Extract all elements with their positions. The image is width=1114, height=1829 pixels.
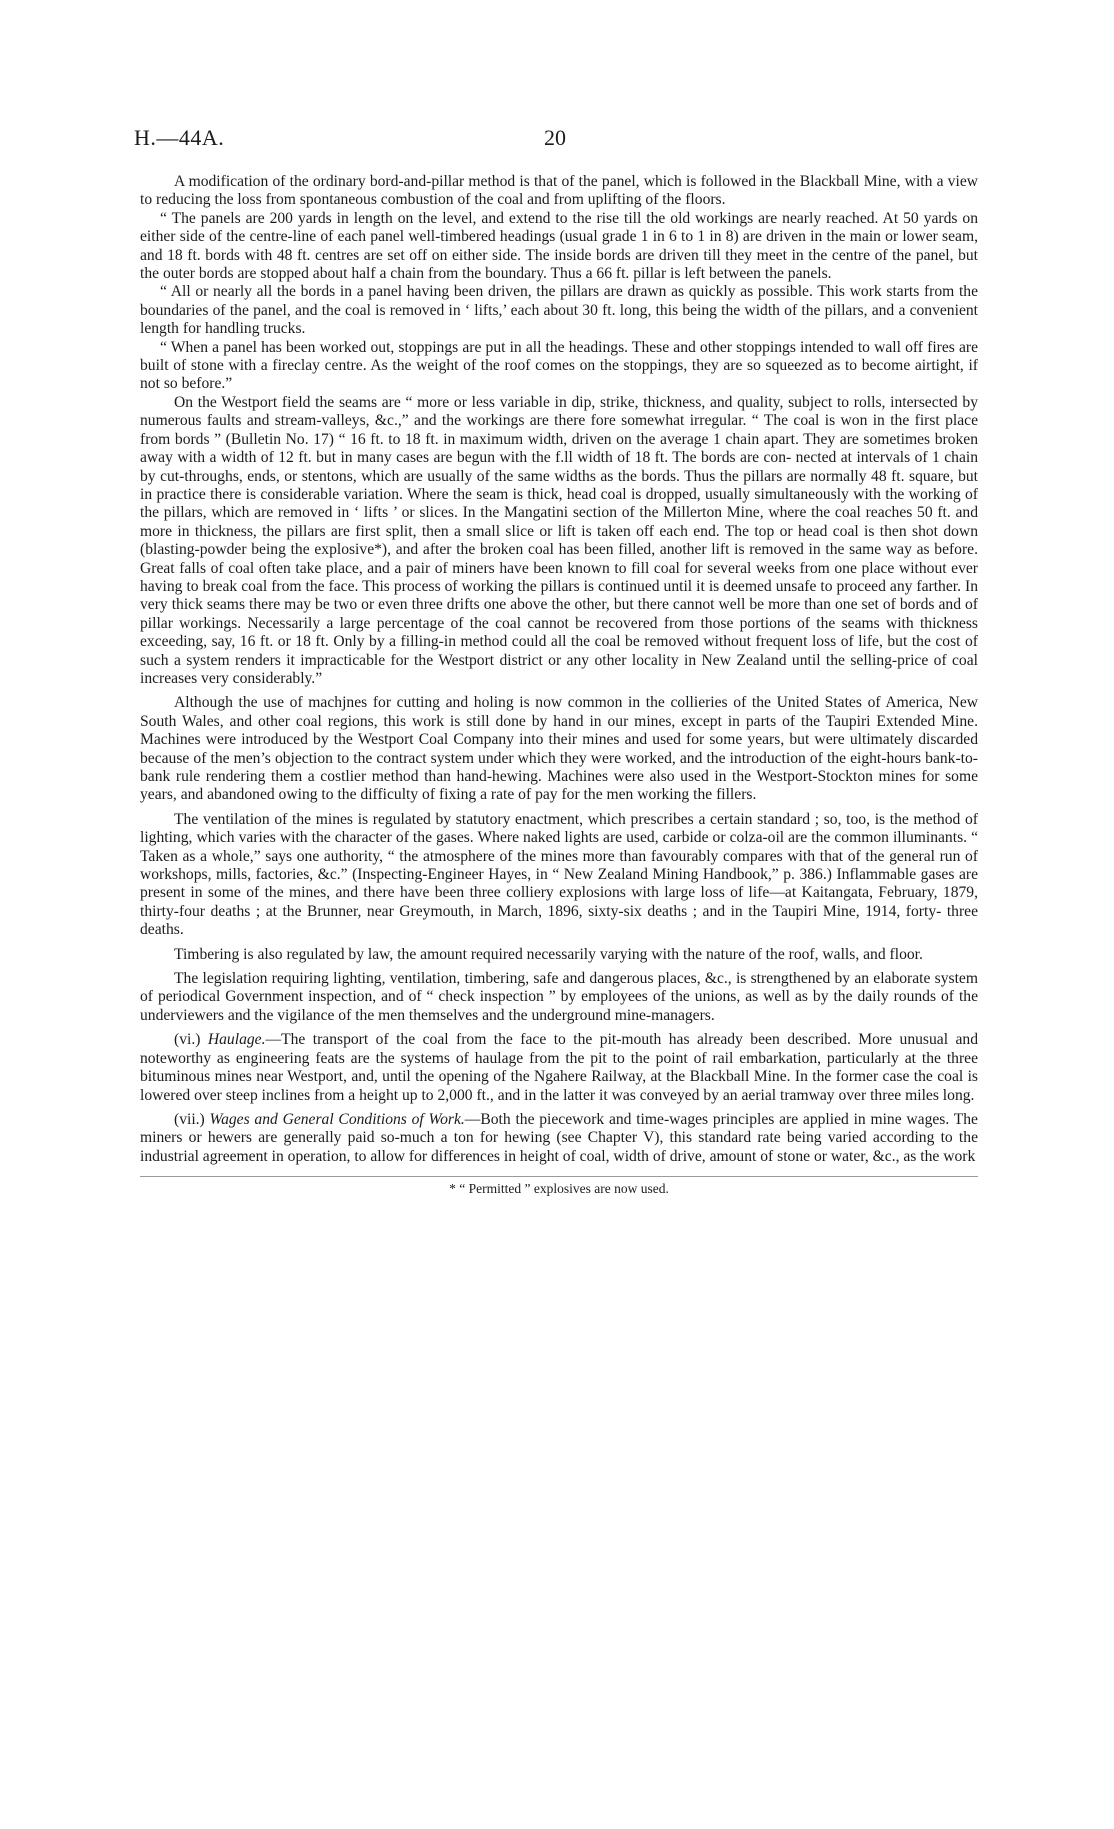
paragraph-panels-quote: “ The panels are 200 yards in length on the level, and extend to the rise till the old workings are nearly reached. At 50 yards on either side of the centre-line of each panel well-timbered headings (usual grade 1 in 6 to 1 in 8) are driven in the main or lower seam, and 18 ft. bords with 48 ft. centres are set off on either side. The inside bords are driven till they meet in the centre of the panel, but the outer bords are stopped about half a chain from the boundary. Thus a 66 ft. pillar is left between the panels.: [140, 209, 978, 283]
document-page: [134, 125, 978, 1197]
document-reference: H.—44A.: [134, 125, 225, 150]
paragraph-westport-field: On the Westport field the seams are “ more or less variable in dip, strike, thickness, and quality, subject to rolls, intersected by numerous faults and stream-valleys, &c.,” and the workings are there fore somewhat irregular. “ The coal is won in the first place from bords ” (Bulletin No. 17) “ 16 ft. to 18 ft. in maximum width, driven on the average 1 chain apart. They are sometimes broken away with a width of 12 ft. but in many cases are begun with the f.ll width of 18 ft. The bords are con- nected at intervals of 1 chain by cut-throughs, ends, or stentons, which are usually of the same widths as the bords. Thus the pillars are normally 48 ft. square, but in practice there is considerable variation. Where the seam is thick, head coal is dropped, usually simultaneously with the working of the pillars, which are removed in ‘ lifts ’ or slices. In the Mangatini section of the Millerton Mine, where the coal reaches 50 ft. and more in thickness, the pillars are first split, then a small slice or lift is taken off each end. The top or head coal is then shot down (blasting-powder being the explosive*), and after the broken coal has been filled, another lift is removed in the same way as before. Great falls of coal often take place, and a pair of miners have been known to fill coal for several weeks from one place without ever having to break coal from the face. This process of working the pillars is continued until it is deemed unsafe to proceed any farther. In very thick seams there may be two or even three drifts one above the other, but there cannot well be more than one set of bords and of pillar workings. Necessarily a large percentage of the coal cannot be recovered from those portions of the seams with thickness exceeding, say, 16 ft. or 18 ft. Only by a filling-in method could all the coal be removed without frequent loss of life, but the cost of such a system renders it impracticable for the Westport district or any other locality in New Zealand until the selling-price of coal increases very considerably.”: [140, 393, 978, 687]
haulage-text: —The transport of the coal from the face to the pit-mouth has already been described. More unusual and noteworthy as engineering feats are the systems of haulage from the pit to the point of rail embarkation, particularly at the three bituminous mines near Westport, and, until the opening of the Ngahere Railway, at the Blackball Mine. In the former case the coal is lowered over steep inclines from a height up to 2,000 ft., and in the latter it was conveyed by an aerial tramway over three miles long.: [140, 1031, 978, 1104]
paragraph-stoppings-quote: “ When a panel has been worked out, stoppings are put in all the headings. These and other stoppings intended to wall off fires are built of stone with a fireclay centre. As the weight of the roof comes on the stoppings, they are so squeezed as to become airtight, if not so before.”: [140, 338, 978, 393]
haulage-prefix: (vi.): [174, 1031, 208, 1049]
paragraph-pillars-quote: “ All or nearly all the bords in a panel having been driven, the pillars are drawn as quickly as possible. This work starts from the boundaries of the panel, and the coal is removed in ‘ lifts,’ each about 30 ft. long, this being the width of the pillars, and a convenient length for handling trucks.: [140, 283, 978, 338]
paragraph-machines: Although the use of machjnes for cutting and holing is now common in the collieries of the United States of America, New South Wales, and other coal regions, this work is still done by hand in our mines, except in parts of the Taupiri Extended Mine. Machines were introduced by the Westport Coal Company into their mines and used for some years, but were ultimately discarded because of the men’s objection to the contract system under which they were worked, and the introduction of the eight-hours bank-to-bank rule rendering them a costlier method than hand-hewing. Machines were also used in the Westport-Stockton mines for some years, and abandoned owing to the difficulty of fixing a rate of pay for the men working the fillers.: [140, 694, 978, 804]
paragraph-wages: [140, 1111, 978, 1166]
wages-heading: Wages and General Conditions of Work.: [209, 1110, 465, 1128]
paragraph-timbering: Timbering is also regulated by law, the amount required necessarily varying with the nature of the roof, walls, and floor.: [174, 945, 923, 963]
paragraph-legislation: The legislation requiring lighting, ventilation, timbering, safe and dangerous places, &c., is strengthened by an elaborate system of periodical Government inspection, and of “ check inspection ” by employees of the unions, as well as by the daily rounds of the underviewers and the vigilance of the men themselves and the underground mine-managers.: [140, 970, 978, 1024]
wages-text: —Both the piecework and time-wages principles are applied in mine wages. The miners or hewers are generally paid so-much a ton for hewing (see Chapter V), this standard rate being varied according to the industrial agreement in operation, to allow for differences in height of coal, width of drive, amount of stone or water, &c., as the work: [140, 1110, 978, 1165]
wages-prefix: (vii.): [174, 1110, 210, 1128]
haulage-heading: Haulage.: [207, 1031, 266, 1049]
page-header: [134, 125, 978, 159]
footnote-divider: [140, 1176, 978, 1177]
paragraph-haulage: [140, 1031, 978, 1105]
paragraph-panel-method: A modification of the ordinary bord-and-pillar method is that of the panel, which is followed in the Blackball Mine, with a view to reducing the loss from spontaneous combustion of the coal and from uplifting of the floors.: [140, 173, 978, 209]
footnote: * “ Permitted ” explosives are now used.: [449, 1181, 669, 1197]
paragraph-ventilation: The ventilation of the mines is regulated by statutory enactment, which prescribes a certain standard ; so, too, is the method of lighting, which varies with the character of the gases. Where naked lights are used, carbide or colza-oil are the common illuminants. “ Taken as a whole,” says one authority, “ the atmosphere of the mines more than favourably compares with that of the general run of workshops, mills, factories, &c.” (Inspecting-Engineer Hayes, in “ New Zealand Mining Handbook,” p. 386.) Inflammable gases are present in some of the mines, and there have been three colliery explosions with large loss of life—at Kaitangata, February, 1879, thirty-four deaths ; at the Brunner, near Greymouth, in March, 1896, sixty-six deaths ; and in the Taupiri Mine, 1914, forty- three deaths.: [140, 810, 978, 939]
page-number: 20: [544, 125, 566, 150]
body-text: [140, 173, 978, 1166]
